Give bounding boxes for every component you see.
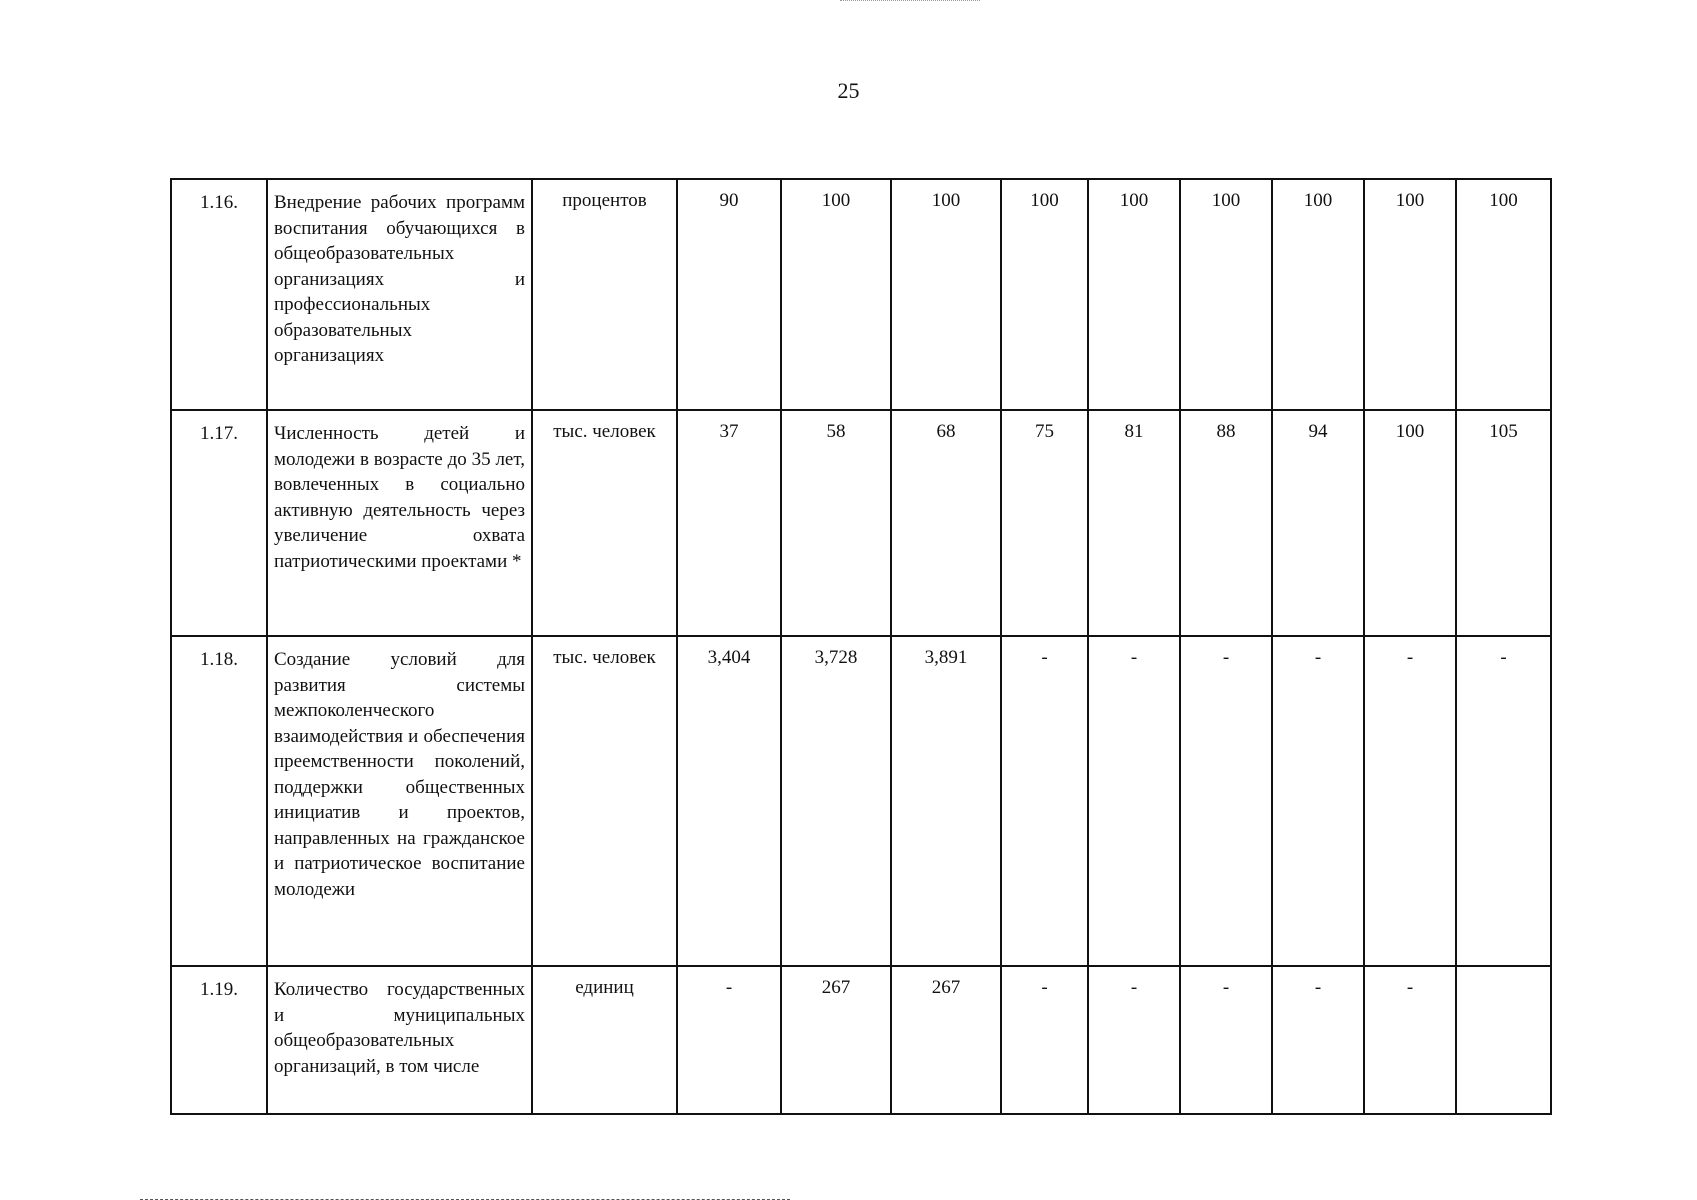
indicator-description: Внедрение рабочих программ воспитания обучающихся в общеобразовательных организациях и профессиональных образовательных организациях: [267, 179, 532, 410]
value-cell: -: [1272, 636, 1364, 966]
unit-of-measure: тыс. человек: [532, 410, 677, 636]
value-cell: 100: [1180, 179, 1272, 410]
indicator-description: Создание условий для развития системы межпоколенческого взаимодействия и обеспечения преемственности поколений, поддержки общественных инициатив и проектов, направленных на гражданское и патриотическое воспитание молодежи: [267, 636, 532, 966]
table-row: [171, 410, 1551, 636]
value-cell: -: [1456, 636, 1551, 966]
table-row: [171, 966, 1551, 1114]
value-cell: -: [1364, 966, 1456, 1114]
value-cell: 88: [1180, 410, 1272, 636]
value-cell: 37: [677, 410, 781, 636]
value-cell: [1456, 966, 1551, 1114]
page-number: 25: [837, 78, 860, 103]
scan-artifact: [840, 0, 980, 1]
value-cell: -: [1272, 966, 1364, 1114]
value-cell: -: [1088, 966, 1180, 1114]
value-cell: 100: [891, 179, 1001, 410]
row-number: 1.18.: [171, 636, 267, 966]
value-cell: 100: [1364, 410, 1456, 636]
value-cell: 75: [1001, 410, 1088, 636]
value-cell: -: [1180, 966, 1272, 1114]
value-cell: 90: [677, 179, 781, 410]
value-cell: -: [1364, 636, 1456, 966]
value-cell: 105: [1456, 410, 1551, 636]
row-number: 1.19.: [171, 966, 267, 1114]
value-cell: 3,728: [781, 636, 891, 966]
value-cell: 58: [781, 410, 891, 636]
value-cell: 100: [1456, 179, 1551, 410]
unit-of-measure: тыс. человек: [532, 636, 677, 966]
value-cell: -: [1088, 636, 1180, 966]
value-cell: 68: [891, 410, 1001, 636]
value-cell: 267: [781, 966, 891, 1114]
value-cell: 100: [1088, 179, 1180, 410]
indicator-description: Численность детей и молодежи в возрасте до 35 лет, вовлеченных в социально активную деятельность через увеличение охвата патриотическими проектами *: [267, 410, 532, 636]
value-cell: -: [1180, 636, 1272, 966]
value-cell: -: [1001, 966, 1088, 1114]
value-cell: 81: [1088, 410, 1180, 636]
row-number: 1.16.: [171, 179, 267, 410]
value-cell: 100: [1364, 179, 1456, 410]
indicator-description: Количество государственных и муниципальных общеобразовательных организаций, в том числе: [267, 966, 532, 1114]
value-cell: 94: [1272, 410, 1364, 636]
value-cell: 267: [891, 966, 1001, 1114]
row-number: 1.17.: [171, 410, 267, 636]
value-cell: 3,404: [677, 636, 781, 966]
table-row: [171, 636, 1551, 966]
unit-of-measure: процентов: [532, 179, 677, 410]
value-cell: 100: [781, 179, 891, 410]
value-cell: 3,891: [891, 636, 1001, 966]
value-cell: 100: [1001, 179, 1088, 410]
value-cell: -: [1001, 636, 1088, 966]
table-row: [171, 179, 1551, 410]
indicators-table: [170, 178, 1552, 1115]
value-cell: -: [677, 966, 781, 1114]
value-cell: 100: [1272, 179, 1364, 410]
unit-of-measure: единиц: [532, 966, 677, 1114]
